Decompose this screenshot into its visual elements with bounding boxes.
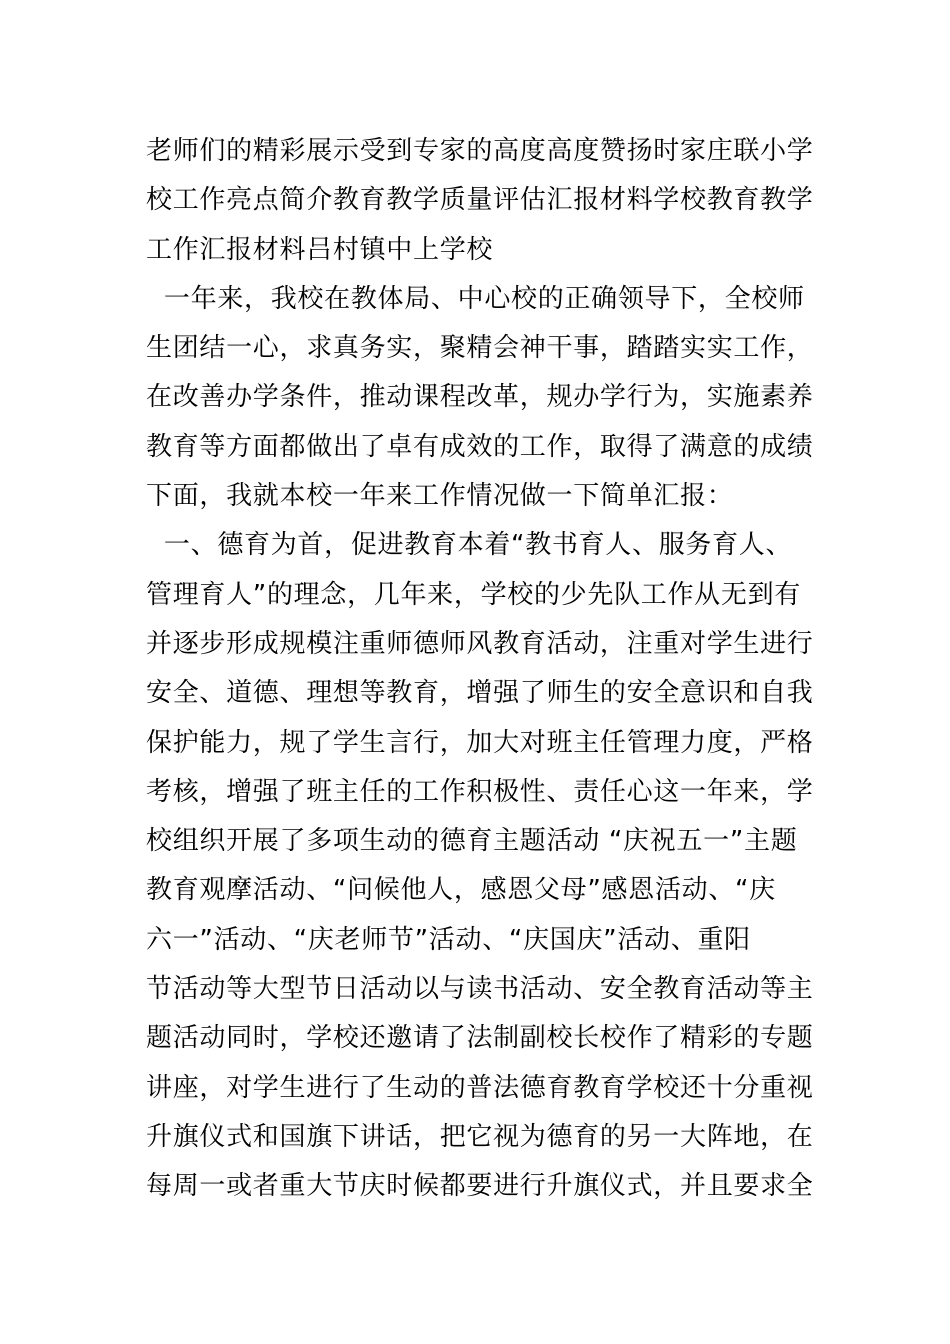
text-line: 讲座，对学生进行了生动的普法德育教育学校还十分重视 — [146, 1072, 814, 1103]
text-line: 节活动等大型节日活动以与读书活动、安全教育活动等主 — [146, 974, 814, 1005]
text-line: 保护能力，规了学生言行，加大对班主任管理力度，严格 — [146, 727, 814, 758]
text-line: 生团结一心，求真务实，聚精会神干事，踏踏实实工作， — [146, 333, 814, 364]
text-line: 考核，增强了班主任的工作积极性、责任心这一年来，学 — [146, 776, 814, 807]
text-line: 教育等方面都做出了卓有成效的工作，取得了满意的成绩 — [146, 431, 814, 462]
text-line: 下面，我就本校一年来工作情况做一下简单汇报： — [146, 481, 734, 512]
text-line: 工作汇报材料吕村镇中上学校 — [146, 234, 494, 265]
text-line: 教育观摩活动、“问候他人，感恩父母”感恩活动、“庆 — [146, 875, 776, 906]
text-line: 在改善办学条件，推动课程改革，规办学行为，实施素养 — [146, 382, 814, 413]
text-line: 每周一或者重大节庆时候都要进行升旗仪式，并且要求全 — [146, 1171, 814, 1202]
text-line: 校组织开展了多项生动的德育主题活动 “庆祝五一”主题 — [146, 826, 798, 857]
text-line: 一年来，我校在教体局、中心校的正确领导下，全校师 — [146, 283, 805, 314]
text-line: 升旗仪式和国旗下讲话，把它视为德育的另一大阵地，在 — [146, 1121, 814, 1152]
text-line: 并逐步形成规模注重师德师风教育活动，注重对学生进行 — [146, 628, 814, 659]
text-line: 管理育人”的理念，几年来，学校的少先队工作从无到有 — [146, 579, 801, 610]
text-line: 安全、道德、理想等教育，增强了师生的安全意识和自我 — [146, 678, 814, 709]
text-line: 六一”活动、“庆老师节”活动、“庆国庆”活动、重阳 — [146, 924, 751, 955]
text-line: 一、德育为首，促进教育本着“教书育人、服务育人、 — [146, 530, 793, 561]
document-body — [146, 127, 814, 1212]
text-line: 老师们的精彩展示受到专家的高度高度赞扬时家庄联小学 — [146, 136, 814, 166]
text-line: 题活动同时，学校还邀请了法制副校长校作了精彩的专题 — [146, 1023, 814, 1054]
text-line: 校工作亮点简介教育教学质量评估汇报材料学校教育教学 — [146, 185, 814, 216]
